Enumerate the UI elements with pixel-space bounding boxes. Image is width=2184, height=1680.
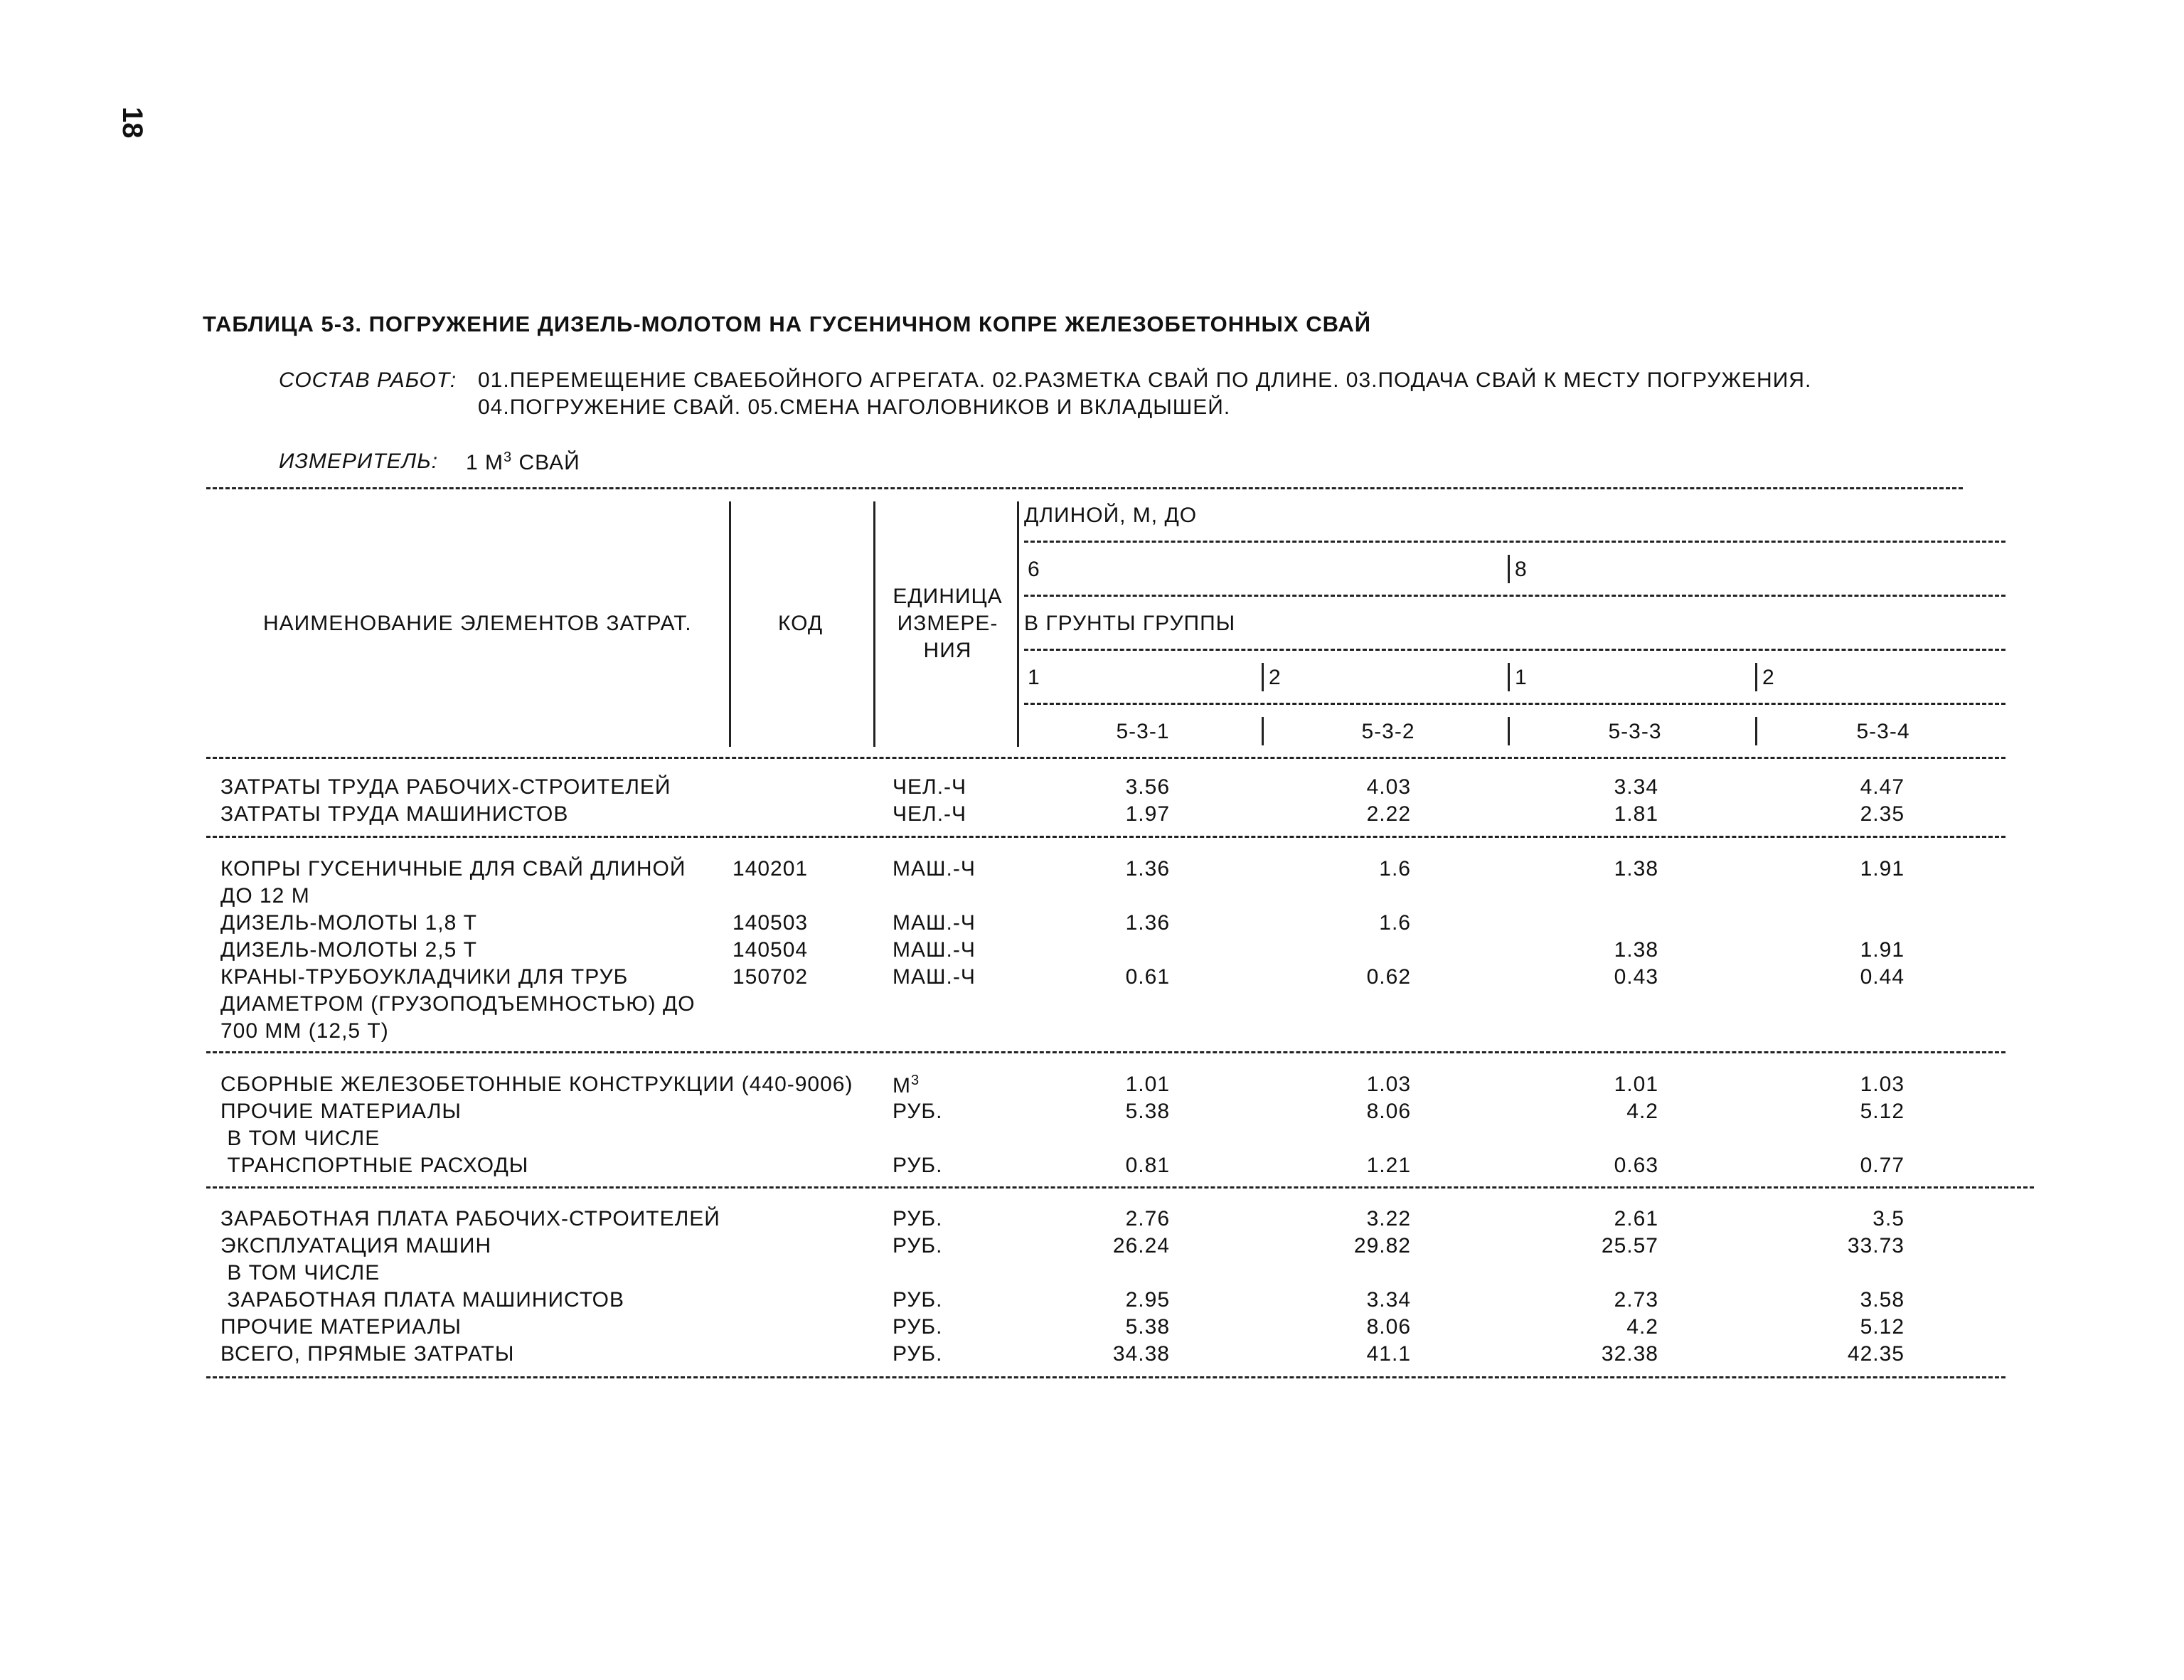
row-value-4: 1.91 xyxy=(1860,938,1905,962)
row-unit: МАШ.-Ч xyxy=(893,911,976,935)
row-code: 140504 xyxy=(733,938,809,962)
row-value-3: 4.2 xyxy=(1626,1100,1658,1123)
row-value-1: 1.01 xyxy=(1125,1073,1170,1096)
row-value-1: 1.36 xyxy=(1125,857,1170,881)
header-top-rule xyxy=(206,487,1963,489)
header-rule-1 xyxy=(1024,541,2005,543)
row-value-1: 5.38 xyxy=(1125,1100,1170,1123)
row-name: ТРАНСПОРТНЫЕ РАСХОДЫ xyxy=(220,1154,529,1177)
header-length: ДЛИНОЙ, М, ДО xyxy=(1024,504,1198,527)
header-rule-3 xyxy=(1024,649,2005,651)
header-unit-2: ИЗМЕРЕ- xyxy=(897,612,998,635)
row-value-1: 2.76 xyxy=(1125,1207,1170,1230)
row-value-2: 8.06 xyxy=(1366,1100,1411,1123)
row-value-4: 3.5 xyxy=(1873,1207,1905,1230)
row-unit: $М^3$ xyxy=(893,1073,920,1097)
row-name: ПРОЧИЕ МАТЕРИАЛЫ xyxy=(220,1315,462,1339)
row-unit: РУБ. xyxy=(893,1207,943,1230)
row-name: 700 ММ (12,5 Т) xyxy=(220,1019,389,1043)
row-value-1: 26.24 xyxy=(1112,1234,1170,1258)
row-value-2: 0.62 xyxy=(1366,965,1411,989)
header-group-1: 1 xyxy=(1028,666,1040,689)
row-unit: МАШ.-Ч xyxy=(893,965,976,989)
row-value-4: 4.47 xyxy=(1860,775,1905,799)
header-col-1: 5-3-1 xyxy=(1116,720,1170,743)
row-unit: РУБ. xyxy=(893,1315,943,1339)
row-value-2: 4.03 xyxy=(1366,775,1411,799)
row-code: 150702 xyxy=(733,965,809,989)
col-sep-code xyxy=(873,501,875,747)
header-code: КОД xyxy=(778,612,824,635)
row-value-4: 1.91 xyxy=(1860,857,1905,881)
row-value-4: 5.12 xyxy=(1860,1100,1905,1123)
section-rule-1 xyxy=(206,836,2005,838)
row-name: ДИЗЕЛЬ-МОЛОТЫ 1,8 Т xyxy=(220,911,477,935)
row-value-4: 2.35 xyxy=(1860,802,1905,826)
row-value-2: 8.06 xyxy=(1366,1315,1411,1339)
row-value-4: 1.03 xyxy=(1860,1073,1905,1096)
row-value-4: 3.58 xyxy=(1860,1288,1905,1312)
row-value-2: 1.6 xyxy=(1379,911,1411,935)
work-line-1: 01.ПЕРЕМЕЩЕНИЕ СВАЕБОЙНОГО АГРЕГАТА. 02.РАЗМЕТКА СВАЙ ПО ДЛИНЕ. 03.ПОДАЧА СВАЙ К МЕСТУ ПОГРУЖЕНИЯ. xyxy=(478,368,1812,392)
row-value-3: 25.57 xyxy=(1601,1234,1658,1258)
row-value-1: 3.56 xyxy=(1125,775,1170,799)
code-sep-4 xyxy=(1755,717,1757,745)
row-name: ЗАРАБОТНАЯ ПЛАТА РАБОЧИХ-СТРОИТЕЛЕЙ xyxy=(220,1207,720,1230)
row-name: КРАНЫ-ТРУБОУКЛАДЧИКИ ДЛЯ ТРУБ xyxy=(220,965,629,989)
col-sep-unit xyxy=(1017,501,1019,747)
page-number: 18 xyxy=(117,107,148,139)
row-name: В ТОМ ЧИСЛЕ xyxy=(220,1261,380,1285)
row-unit: ЧЕЛ.-Ч xyxy=(893,775,967,799)
header-col-4: 5-3-4 xyxy=(1856,720,1910,743)
row-value-3: 1.38 xyxy=(1614,857,1658,881)
row-value-3: 32.38 xyxy=(1601,1342,1658,1366)
header-rule-4 xyxy=(1024,703,2005,705)
row-name: ДО 12 М xyxy=(220,884,310,908)
work-label: СОСТАВ РАБОТ: xyxy=(279,368,457,392)
row-name: ДИЗЕЛЬ-МОЛОТЫ 2,5 Т xyxy=(220,938,477,962)
code-sep-2 xyxy=(1262,717,1264,745)
measure-value: 1 $М^3$ СВАЙ xyxy=(466,450,580,474)
row-value-2: 29.82 xyxy=(1353,1234,1411,1258)
row-name: КОПРЫ ГУСЕНИЧНЫЕ ДЛЯ СВАЙ ДЛИНОЙ xyxy=(220,857,686,881)
row-value-2: 2.22 xyxy=(1366,802,1411,826)
grp-sep-2 xyxy=(1262,663,1264,691)
row-value-2: 1.21 xyxy=(1366,1154,1411,1177)
col-sep-name xyxy=(729,501,731,747)
row-value-1: 1.97 xyxy=(1125,802,1170,826)
header-soil: В ГРУНТЫ ГРУППЫ xyxy=(1024,612,1236,635)
row-value-1: 34.38 xyxy=(1112,1342,1170,1366)
row-value-3: 0.63 xyxy=(1614,1154,1658,1177)
row-value-2: 3.22 xyxy=(1366,1207,1411,1230)
row-name: В ТОМ ЧИСЛЕ xyxy=(220,1127,380,1150)
row-value-4: 0.44 xyxy=(1860,965,1905,989)
row-name: ДИАМЕТРОМ (ГРУЗОПОДЪЕМНОСТЬЮ) ДО xyxy=(220,992,696,1016)
row-unit: РУБ. xyxy=(893,1154,943,1177)
header-unit-1: ЕДИНИЦА xyxy=(893,585,1003,608)
table-title: ТАБЛИЦА 5-3. ПОГРУЖЕНИЕ ДИЗЕЛЬ-МОЛОТОМ НА ГУСЕНИЧНОМ КОПРЕ ЖЕЛЕЗОБЕТОННЫХ СВАЙ xyxy=(203,312,1372,336)
row-value-3: 4.2 xyxy=(1626,1315,1658,1339)
row-value-1: 0.61 xyxy=(1125,965,1170,989)
row-name: ЗАТРАТЫ ТРУДА РАБОЧИХ-СТРОИТЕЛЕЙ xyxy=(220,775,671,799)
row-value-3: 1.01 xyxy=(1614,1073,1658,1096)
row-value-3: 1.38 xyxy=(1614,938,1658,962)
row-unit: ЧЕЛ.-Ч xyxy=(893,802,967,826)
row-unit: РУБ. xyxy=(893,1100,943,1123)
row-value-3: 2.73 xyxy=(1614,1288,1658,1312)
row-value-1: 0.81 xyxy=(1125,1154,1170,1177)
section-rule-2 xyxy=(206,1051,2005,1053)
header-length-8: 8 xyxy=(1515,558,1528,581)
row-unit: РУБ. xyxy=(893,1342,943,1366)
row-value-3: 1.81 xyxy=(1614,802,1658,826)
row-value-2: 1.6 xyxy=(1379,857,1411,881)
header-name: НАИМЕНОВАНИЕ ЭЛЕМЕНТОВ ЗАТРАТ. xyxy=(263,612,692,635)
row-unit: РУБ. xyxy=(893,1234,943,1258)
work-line-2: 04.ПОГРУЖЕНИЕ СВАЙ. 05.СМЕНА НАГОЛОВНИКОВ И ВКЛАДЫШЕЙ. xyxy=(478,395,1231,419)
row-value-4: 5.12 xyxy=(1860,1315,1905,1339)
measure-label: ИЗМЕРИТЕЛЬ: xyxy=(279,450,439,473)
row-name: ПРОЧИЕ МАТЕРИАЛЫ xyxy=(220,1100,462,1123)
row-name: ЗАРАБОТНАЯ ПЛАТА МАШИНИСТОВ xyxy=(220,1288,625,1312)
row-name: СБОРНЫЕ ЖЕЛЕЗОБЕТОННЫЕ КОНСТРУКЦИИ (440-9006) xyxy=(220,1073,853,1096)
header-col-2: 5-3-2 xyxy=(1361,720,1415,743)
section-rule-3 xyxy=(206,1186,2034,1189)
row-value-3: 2.61 xyxy=(1614,1207,1658,1230)
row-value-1: 5.38 xyxy=(1125,1315,1170,1339)
header-col-3: 5-3-3 xyxy=(1608,720,1662,743)
row-unit: МАШ.-Ч xyxy=(893,857,976,881)
grp-sep-3 xyxy=(1508,663,1510,691)
row-name: ВСЕГО, ПРЯМЫЕ ЗАТРАТЫ xyxy=(220,1342,515,1366)
row-value-2: 1.03 xyxy=(1366,1073,1411,1096)
len-sep xyxy=(1508,555,1510,583)
row-value-4: 0.77 xyxy=(1860,1154,1905,1177)
row-value-1: 2.95 xyxy=(1125,1288,1170,1312)
row-value-4: 33.73 xyxy=(1847,1234,1905,1258)
row-value-1: 1.36 xyxy=(1125,911,1170,935)
row-unit: МАШ.-Ч xyxy=(893,938,976,962)
grp-sep-4 xyxy=(1755,663,1757,691)
table-bottom-rule xyxy=(206,1376,2005,1378)
row-code: 140201 xyxy=(733,857,809,881)
row-value-4: 42.35 xyxy=(1847,1342,1905,1366)
row-code: 140503 xyxy=(733,911,809,935)
header-group-3: 1 xyxy=(1515,666,1528,689)
header-group-4: 2 xyxy=(1762,666,1775,689)
row-name: ЭКСПЛУАТАЦИЯ МАШИН xyxy=(220,1234,492,1258)
code-sep-3 xyxy=(1508,717,1510,745)
row-value-2: 3.34 xyxy=(1366,1288,1411,1312)
header-bottom-rule xyxy=(206,757,2005,759)
row-unit: РУБ. xyxy=(893,1288,943,1312)
header-rule-2 xyxy=(1024,595,2005,597)
header-unit-3: НИЯ xyxy=(923,639,972,662)
header-length-6: 6 xyxy=(1028,558,1040,581)
header-group-2: 2 xyxy=(1269,666,1282,689)
row-value-2: 41.1 xyxy=(1366,1342,1411,1366)
row-value-3: 3.34 xyxy=(1614,775,1658,799)
row-value-3: 0.43 xyxy=(1614,965,1658,989)
row-name: ЗАТРАТЫ ТРУДА МАШИНИСТОВ xyxy=(220,802,569,826)
